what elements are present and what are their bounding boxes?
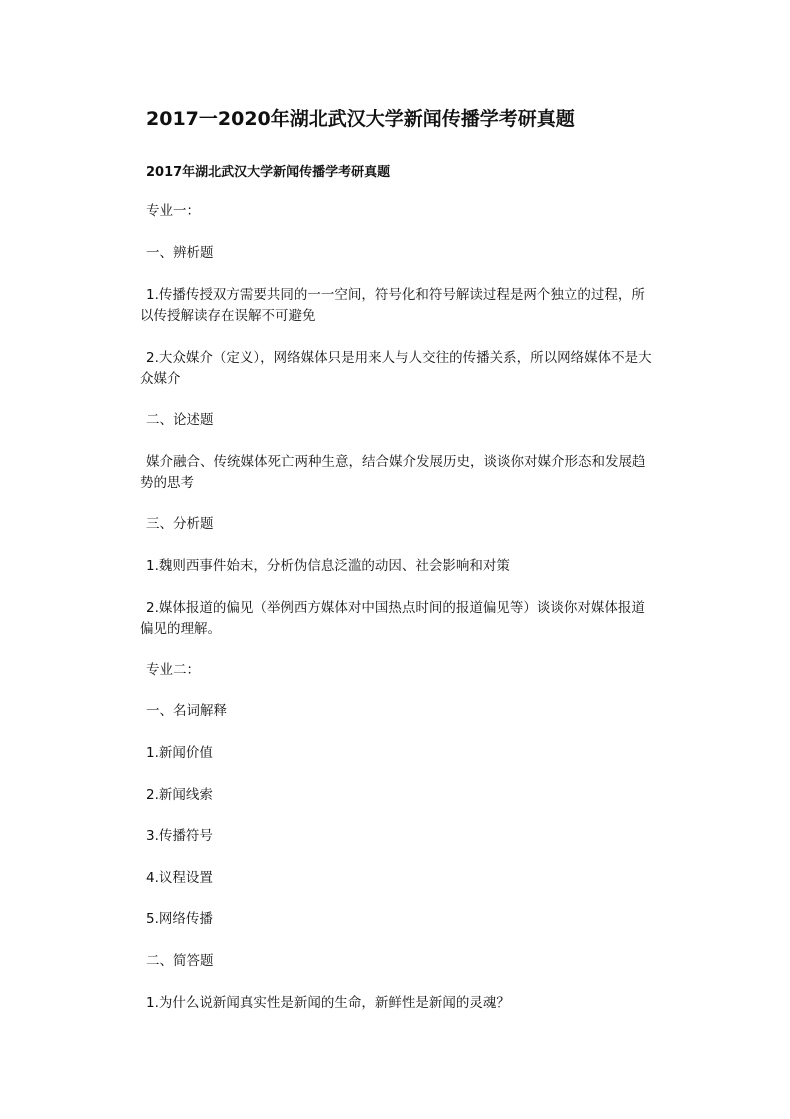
term-item: 2.新闻线索	[146, 787, 213, 803]
term-item: 4.议程设置	[146, 870, 213, 886]
question-paragraph	[140, 452, 666, 494]
question-line: 媒介融合、传统媒体死亡两种生意，结合媒介发展历史，谈谈你对媒介形态和发展趋	[146, 454, 646, 470]
question-line: 1.为什么说新闻真实性是新闻的生命，新鲜性是新闻的灵魂？	[146, 995, 510, 1011]
section-heading-essay: 二、论述题	[146, 412, 214, 428]
question-line: 1.传播传授双方需要共同的一一空间，符号化和符号解读过程是两个独立的过程，所	[146, 287, 645, 303]
term-item: 5.网络传播	[146, 911, 213, 927]
term-item: 1.新闻价值	[146, 745, 213, 761]
major-two-heading: 专业二：	[146, 662, 200, 678]
question-line: 2.大众媒介（定义），网络媒体只是用来人与人交往的传播关系，所以网络媒体不是大	[146, 350, 652, 366]
question-line: 1.魏则西事件始末，分析伪信息泛滥的动因、社会影响和对策	[146, 558, 510, 574]
question-paragraph	[140, 598, 666, 640]
exam-year-title: 2017年湖北武汉大学新闻传播学考研真题	[146, 165, 391, 180]
question-line: 势的思考	[140, 475, 194, 491]
question-line: 以传授解读存在误解不可避免	[140, 308, 316, 324]
major-one-heading: 专业一：	[146, 203, 200, 219]
term-item: 3.传播符号	[146, 828, 213, 844]
section-heading-terms: 一、名词解释	[146, 703, 227, 719]
question-paragraph	[140, 285, 666, 327]
question-line: 众媒介	[140, 371, 181, 387]
document-title: 2017一2020年湖北武汉大学新闻传播学考研真题	[146, 108, 575, 130]
question-line: 2.媒体报道的偏见（举例西方媒体对中国热点时间的报道偏见等）谈谈你对媒体报道	[146, 600, 645, 616]
section-heading-short-answer: 二、简答题	[146, 953, 214, 969]
section-heading-discrimination: 一、辨析题	[146, 245, 214, 261]
question-paragraph	[140, 348, 666, 390]
section-heading-analysis: 三、分析题	[146, 516, 214, 532]
question-line: 偏见的理解。	[140, 621, 221, 637]
